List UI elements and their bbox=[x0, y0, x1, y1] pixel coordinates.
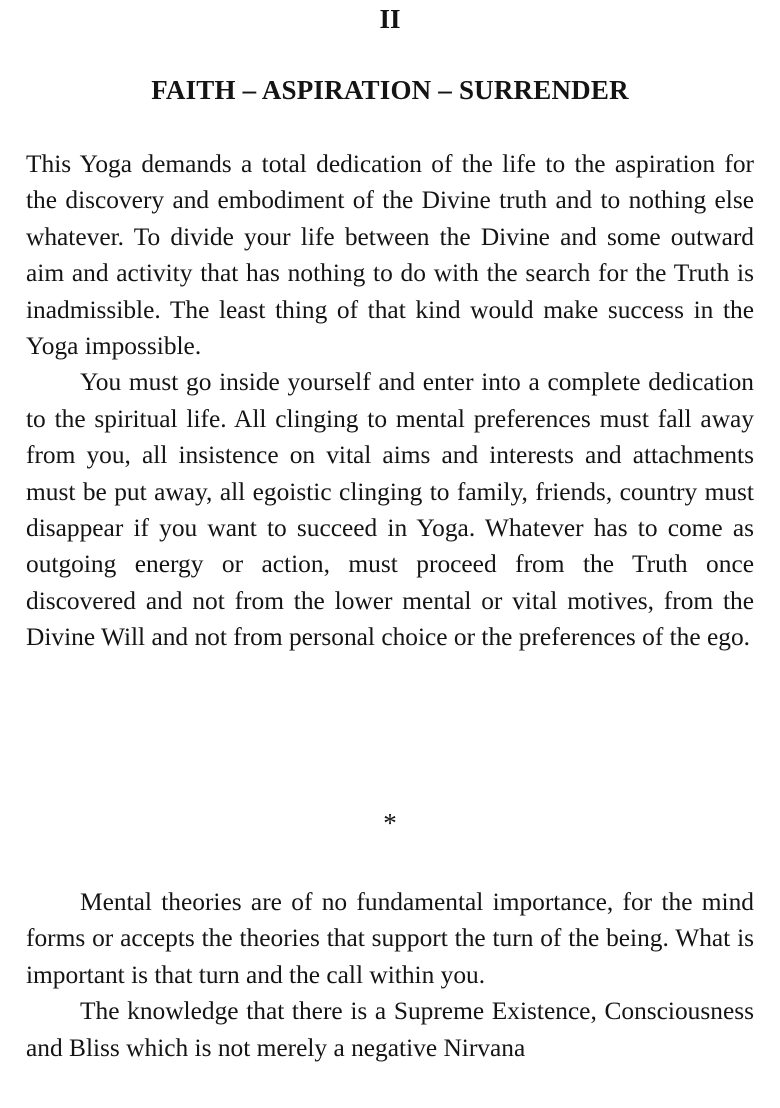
chapter-number: II bbox=[379, 4, 401, 34]
text-block-lower bbox=[26, 884, 754, 1066]
book-page bbox=[26, 0, 754, 1108]
paragraph-dedication: This Yoga demands a total dedication of the life to the aspiration for the discovery and embodiment of the Divine truth and to nothing else whatever. To divide your life between the Divine and some outward aim and activity that has nothing to do with the search for the Truth is inadmissible. The least thing of that kind would make success in the Yoga impossible. bbox=[26, 150, 754, 361]
paragraph-supreme-existence: The knowledge that there is a Supreme Existence, Consciousness and Bliss which is not merely a negative Nirvana bbox=[26, 997, 754, 1062]
paragraph-mental-theories: Mental theories are of no fundamental importance, for the mind forms or accepts the theories that support the turn of the being. What is important is that turn and the call within you. bbox=[26, 888, 754, 989]
text-block-upper bbox=[26, 146, 754, 656]
paragraph-go-inside: You must go inside yourself and enter into a complete dedication to the spiritual life. All clinging to mental preferences must fall away from you, all insistence on vital aims and interests and attachments must be put away, all egoistic clinging to family, friends, country must disappear if you want to succeed in Yoga. Whatever has to come as outgoing energy or action, must proceed from the Truth once discovered and not from the lower mental or vital motives, from the Divine Will and not from personal choice or the preferences of the ego. bbox=[26, 368, 754, 652]
chapter-title: FAITH – ASPIRATION – SURRENDER bbox=[151, 75, 629, 105]
section-separator: * bbox=[383, 808, 397, 838]
